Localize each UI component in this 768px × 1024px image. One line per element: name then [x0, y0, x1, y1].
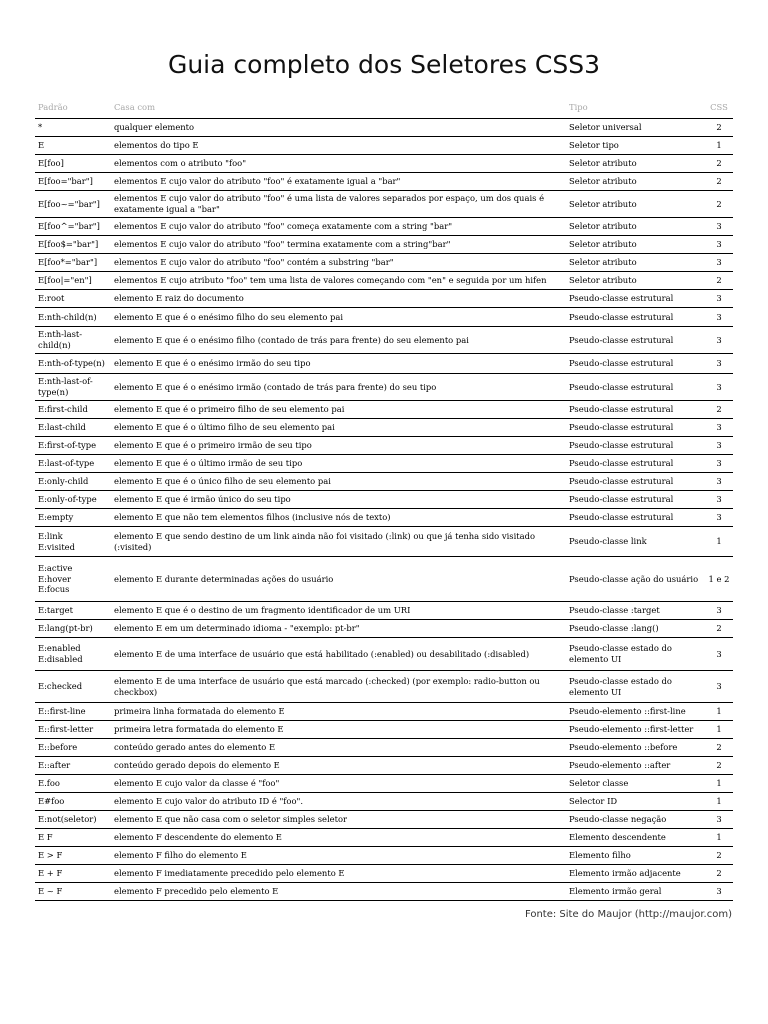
- cell-pattern: E + F: [35, 865, 111, 883]
- cell-css-level: 3: [705, 491, 733, 509]
- table-row: [35, 401, 733, 419]
- cell-type: Pseudo-classe ação do usuário: [566, 557, 705, 602]
- table-row: [35, 739, 733, 757]
- table-row: [35, 811, 733, 829]
- table-row: [35, 703, 733, 721]
- cell-pattern: E#foo: [35, 793, 111, 811]
- cell-matches: conteúdo gerado depois do elemento E: [111, 757, 566, 775]
- cell-type: Pseudo-classe estrutural: [566, 401, 705, 419]
- cell-matches: elemento E de uma interface de usuário que está habilitado (:enabled) ou desabilitado (:disabled): [111, 638, 566, 671]
- cell-pattern: E[foo^="bar"]: [35, 218, 111, 236]
- cell-pattern: E: [35, 137, 111, 155]
- cell-type: Pseudo-elemento ::first-letter: [566, 721, 705, 739]
- cell-matches: elementos E cujo valor do atributo "foo" contém a substring "bar": [111, 254, 566, 272]
- cell-css-level: 2: [705, 155, 733, 173]
- cell-type: Pseudo-classe estrutural: [566, 419, 705, 437]
- cell-type: Pseudo-classe estrutural: [566, 354, 705, 374]
- cell-css-level: 3: [705, 419, 733, 437]
- cell-type: Pseudo-classe estrutural: [566, 491, 705, 509]
- cell-type: Pseudo-elemento ::before: [566, 739, 705, 757]
- table-row: [35, 419, 733, 437]
- table-row: [35, 883, 733, 901]
- table-row: [35, 775, 733, 793]
- cell-matches: elemento E que é o último irmão de seu tipo: [111, 455, 566, 473]
- cell-pattern: E:not(seletor): [35, 811, 111, 829]
- table-row: [35, 437, 733, 455]
- cell-matches: elementos E cujo valor do atributo "foo" é uma lista de valores separados por espaço, um dos quais é exatamente igual a "bar": [111, 191, 566, 218]
- cell-type: Pseudo-classe estado do elemento UI: [566, 638, 705, 671]
- cell-type: Pseudo-classe estrutural: [566, 455, 705, 473]
- cell-pattern: E:nth-last-child(n): [35, 327, 111, 354]
- cell-type: Seletor atributo: [566, 236, 705, 254]
- cell-css-level: 1: [705, 527, 733, 557]
- cell-css-level: 3: [705, 883, 733, 901]
- cell-pattern: E:only-child: [35, 473, 111, 491]
- cell-css-level: 2: [705, 620, 733, 638]
- cell-css-level: 2: [705, 119, 733, 137]
- cell-type: Seletor atributo: [566, 173, 705, 191]
- cell-matches: elemento E de uma interface de usuário que está marcado (:checked) (por exemplo: radio-button ou checkbox): [111, 671, 566, 703]
- cell-css-level: 3: [705, 602, 733, 620]
- cell-css-level: 2: [705, 739, 733, 757]
- cell-type: Pseudo-classe estrutural: [566, 437, 705, 455]
- cell-type: Pseudo-classe :lang(): [566, 620, 705, 638]
- cell-matches: elemento F descendente do elemento E: [111, 829, 566, 847]
- cell-type: Seletor atributo: [566, 272, 705, 290]
- cell-pattern: E:checked: [35, 671, 111, 703]
- cell-pattern: E[foo]: [35, 155, 111, 173]
- cell-type: Pseudo-classe estrutural: [566, 473, 705, 491]
- cell-matches: elemento F precedido pelo elemento E: [111, 883, 566, 901]
- selectors-table: [35, 98, 733, 901]
- cell-pattern: E.foo: [35, 775, 111, 793]
- table-row: [35, 374, 733, 401]
- table-row: [35, 491, 733, 509]
- cell-css-level: 3: [705, 374, 733, 401]
- cell-matches: elemento E cujo valor da classe é "foo": [111, 775, 566, 793]
- cell-matches: elemento E que é irmão único do seu tipo: [111, 491, 566, 509]
- cell-matches: elemento E que é o enésimo filho do seu elemento pai: [111, 308, 566, 327]
- cell-type: Pseudo-classe estrutural: [566, 374, 705, 401]
- cell-matches: elemento E que é o primeiro filho de seu elemento pai: [111, 401, 566, 419]
- cell-pattern: E:nth-of-type(n): [35, 354, 111, 374]
- cell-css-level: 1: [705, 703, 733, 721]
- cell-matches: qualquer elemento: [111, 119, 566, 137]
- cell-matches: elemento E cujo valor do atributo ID é "foo".: [111, 793, 566, 811]
- header-type: Tipo: [566, 98, 705, 119]
- cell-css-level: 1: [705, 137, 733, 155]
- header-pattern: Padrão: [35, 98, 111, 119]
- cell-css-level: 3: [705, 354, 733, 374]
- cell-css-level: 2: [705, 865, 733, 883]
- cell-pattern: E[foo$="bar"]: [35, 236, 111, 254]
- cell-matches: elemento E que é o único filho de seu elemento pai: [111, 473, 566, 491]
- cell-matches: elemento E raiz do documento: [111, 290, 566, 308]
- cell-matches: elemento E que é o enésimo irmão (contado de trás para frente) do seu tipo: [111, 374, 566, 401]
- cell-pattern: E:nth-last-of-type(n): [35, 374, 111, 401]
- cell-pattern: E:target: [35, 602, 111, 620]
- table-row: [35, 638, 733, 671]
- table-row: [35, 173, 733, 191]
- cell-pattern: E > F: [35, 847, 111, 865]
- cell-pattern: E:last-child: [35, 419, 111, 437]
- table-row: [35, 602, 733, 620]
- cell-matches: elemento E que é o enésimo filho (contado de trás para frente) do seu elemento pai: [111, 327, 566, 354]
- table-row: [35, 620, 733, 638]
- cell-pattern: E:link E:visited: [35, 527, 111, 557]
- cell-css-level: 3: [705, 455, 733, 473]
- table-row: [35, 191, 733, 218]
- cell-matches: elemento E em um determinado idioma - "exemplo: pt-br": [111, 620, 566, 638]
- table-body: [35, 119, 733, 901]
- cell-matches: elementos com o atributo "foo": [111, 155, 566, 173]
- table-row: [35, 137, 733, 155]
- cell-matches: elementos E cujo valor do atributo "foo" termina exatamente com a string"bar": [111, 236, 566, 254]
- cell-pattern: E:root: [35, 290, 111, 308]
- table-row: [35, 119, 733, 137]
- table-row: [35, 473, 733, 491]
- table-row: [35, 354, 733, 374]
- table-row: [35, 793, 733, 811]
- cell-type: Elemento descendente: [566, 829, 705, 847]
- cell-type: Elemento irmão adjacente: [566, 865, 705, 883]
- cell-pattern: E:nth-child(n): [35, 308, 111, 327]
- cell-pattern: E[foo*="bar"]: [35, 254, 111, 272]
- table-header-row: [35, 98, 733, 119]
- cell-css-level: 3: [705, 254, 733, 272]
- cell-pattern: E::first-letter: [35, 721, 111, 739]
- cell-type: Elemento irmão geral: [566, 883, 705, 901]
- table-row: [35, 757, 733, 775]
- table-row: [35, 327, 733, 354]
- cell-matches: primeira letra formatada do elemento E: [111, 721, 566, 739]
- cell-pattern: E:only-of-type: [35, 491, 111, 509]
- cell-matches: conteúdo gerado antes do elemento E: [111, 739, 566, 757]
- cell-type: Pseudo-classe estado do elemento UI: [566, 671, 705, 703]
- cell-pattern: E:enabled E:disabled: [35, 638, 111, 671]
- cell-type: Selector ID: [566, 793, 705, 811]
- cell-pattern: E::before: [35, 739, 111, 757]
- cell-css-level: 2: [705, 757, 733, 775]
- cell-matches: elementos E cujo atributo "foo" tem uma lista de valores começando com "en" e seguida por um hifen: [111, 272, 566, 290]
- cell-matches: elemento E que não casa com o seletor simples seletor: [111, 811, 566, 829]
- cell-matches: elemento F filho do elemento E: [111, 847, 566, 865]
- cell-pattern: E F: [35, 829, 111, 847]
- table-row: [35, 829, 733, 847]
- table-row: [35, 254, 733, 272]
- cell-type: Pseudo-elemento ::after: [566, 757, 705, 775]
- cell-css-level: 3: [705, 509, 733, 527]
- cell-css-level: 3: [705, 811, 733, 829]
- cell-css-level: 3: [705, 218, 733, 236]
- cell-css-level: 2: [705, 272, 733, 290]
- cell-pattern: E:first-child: [35, 401, 111, 419]
- cell-matches: elemento E que é o destino de um fragmento identificador de um URI: [111, 602, 566, 620]
- cell-css-level: 1: [705, 829, 733, 847]
- cell-pattern: E[foo="bar"]: [35, 173, 111, 191]
- cell-matches: elemento E que sendo destino de um link ainda não foi visitado (:link) ou que já tenha sido visitado (:visited): [111, 527, 566, 557]
- table-row: [35, 527, 733, 557]
- cell-css-level: 2: [705, 401, 733, 419]
- cell-matches: primeira linha formatada do elemento E: [111, 703, 566, 721]
- table-row: [35, 671, 733, 703]
- cell-matches: elemento E durante determinadas ações do usuário: [111, 557, 566, 602]
- cell-matches: elemento E que não tem elementos filhos (inclusive nós de texto): [111, 509, 566, 527]
- table-row: [35, 218, 733, 236]
- cell-css-level: 3: [705, 308, 733, 327]
- cell-pattern: E[foo~="bar"]: [35, 191, 111, 218]
- cell-type: Seletor atributo: [566, 218, 705, 236]
- cell-matches: elementos do tipo E: [111, 137, 566, 155]
- cell-type: Pseudo-classe negação: [566, 811, 705, 829]
- source-credit: Fonte: Site do Maujor (http://maujor.com): [524, 909, 732, 920]
- cell-css-level: 2: [705, 191, 733, 218]
- cell-matches: elementos E cujo valor do atributo "foo" começa exatamente com a string "bar": [111, 218, 566, 236]
- cell-css-level: 3: [705, 437, 733, 455]
- table-row: [35, 721, 733, 739]
- cell-css-level: 1: [705, 793, 733, 811]
- page-title: Guia completo dos Seletores CSS3: [167, 50, 601, 79]
- cell-pattern: E[foo|="en"]: [35, 272, 111, 290]
- cell-matches: elemento E que é o último filho de seu elemento pai: [111, 419, 566, 437]
- table-row: [35, 847, 733, 865]
- cell-matches: elemento E que é o primeiro irmão de seu tipo: [111, 437, 566, 455]
- cell-css-level: 3: [705, 638, 733, 671]
- cell-css-level: 2: [705, 847, 733, 865]
- header-matches: Casa com: [111, 98, 566, 119]
- cell-matches: elementos E cujo valor do atributo "foo" é exatamente igual a "bar": [111, 173, 566, 191]
- table-row: [35, 509, 733, 527]
- cell-css-level: 1: [705, 775, 733, 793]
- cell-pattern: E ~ F: [35, 883, 111, 901]
- cell-matches: elemento F imediatamente precedido pelo elemento E: [111, 865, 566, 883]
- cell-pattern: E:active E:hover E:focus: [35, 557, 111, 602]
- cell-type: Pseudo-classe estrutural: [566, 308, 705, 327]
- cell-type: Seletor atributo: [566, 191, 705, 218]
- cell-css-level: 2: [705, 173, 733, 191]
- table-row: [35, 308, 733, 327]
- cell-css-level: 1 e 2: [705, 557, 733, 602]
- cell-type: Seletor universal: [566, 119, 705, 137]
- cell-type: Pseudo-classe :target: [566, 602, 705, 620]
- cell-type: Seletor tipo: [566, 137, 705, 155]
- cell-type: Seletor atributo: [566, 254, 705, 272]
- cell-type: Seletor atributo: [566, 155, 705, 173]
- table-row: [35, 455, 733, 473]
- cell-pattern: E:lang(pt-br): [35, 620, 111, 638]
- cell-css-level: 3: [705, 236, 733, 254]
- cell-pattern: *: [35, 119, 111, 137]
- table-row: [35, 272, 733, 290]
- table-row: [35, 557, 733, 602]
- table-row: [35, 236, 733, 254]
- cell-pattern: E::first-line: [35, 703, 111, 721]
- cell-type: Pseudo-classe link: [566, 527, 705, 557]
- cell-type: Pseudo-classe estrutural: [566, 327, 705, 354]
- cell-css-level: 3: [705, 671, 733, 703]
- cell-css-level: 1: [705, 721, 733, 739]
- cell-matches: elemento E que é o enésimo irmão do seu tipo: [111, 354, 566, 374]
- cell-pattern: E:first-of-type: [35, 437, 111, 455]
- cell-pattern: E::after: [35, 757, 111, 775]
- cell-type: Elemento filho: [566, 847, 705, 865]
- cell-type: Seletor classe: [566, 775, 705, 793]
- cell-css-level: 3: [705, 290, 733, 308]
- table-row: [35, 290, 733, 308]
- cell-pattern: E:last-of-type: [35, 455, 111, 473]
- cell-pattern: E:empty: [35, 509, 111, 527]
- cell-type: Pseudo-classe estrutural: [566, 509, 705, 527]
- cell-css-level: 3: [705, 327, 733, 354]
- header-css-level: CSS: [705, 98, 733, 119]
- table-row: [35, 865, 733, 883]
- cell-css-level: 3: [705, 473, 733, 491]
- cell-type: Pseudo-elemento ::first-line: [566, 703, 705, 721]
- cell-type: Pseudo-classe estrutural: [566, 290, 705, 308]
- table-row: [35, 155, 733, 173]
